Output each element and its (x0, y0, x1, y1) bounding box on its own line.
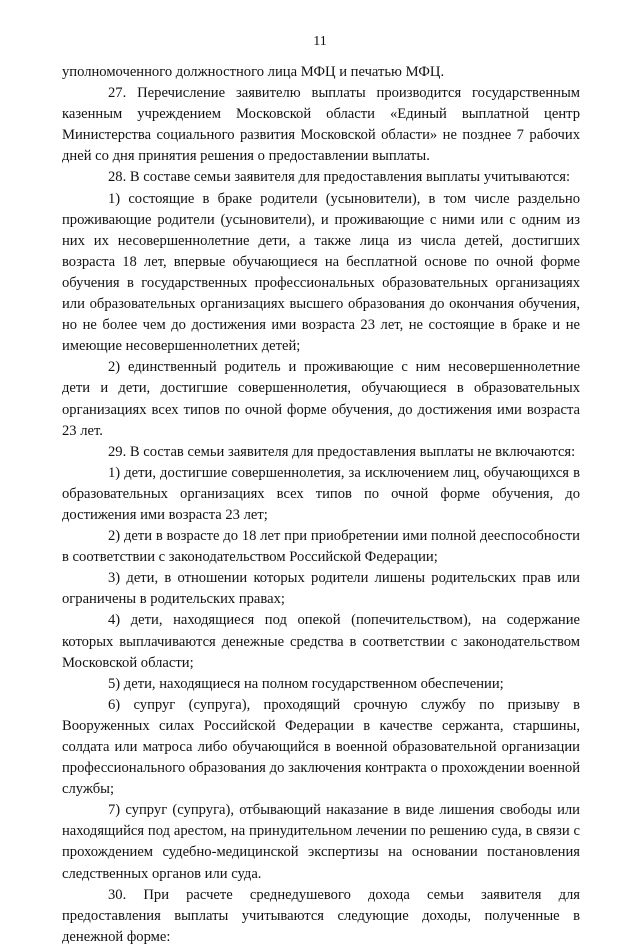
paragraph-28-item-1: 1) состоящие в браке родители (усыновители), в том числе раздельно проживающие родители (усыновители), и проживающие с ними или с одним из них их несовершеннолетние дети, а также лица из числа детей, достигших возраста 18 лет, впервые обучающиеся на бесплатной основе по очной форме обучения в государственных профессиональных образовательных организациях или образовательных организациях высшего образования до окончания обучения, но не более чем до достижения ими возраста 23 лет, не состоящие в браке и не имеющие несовершеннолетних детей; (62, 190, 580, 355)
paragraph-27: 27. Перечисление заявителю выплаты производится государственным казенным учреждением Московской области «Единый выплатной центр Министерства социального развития Московской области» не позднее 7 рабочих дней со дня принятия решения о предоставлении выплаты. (62, 85, 580, 165)
paragraph-28-item-2: 2) единственный родитель и проживающие с ним несовершеннолетние дети и дети, достигшие совершеннолетия, обучающиеся в образовательных организациях всех типов по очной форме обучения, до достижения ими возраста 23 лет. (62, 359, 580, 439)
page-number: 11 (313, 34, 327, 49)
paragraph-28: 28. В составе семьи заявителя для предоставления выплаты учитываются: (108, 169, 571, 186)
paragraph-29-item-7: 7) супруг (супруга), отбывающий наказание в виде лишения свободы или находящийся под арестом, на принудительном лечении по решению суда, в связи с прохождением судебно-медицинской экспертизы на основании постановления следственных органов или суда. (62, 802, 580, 882)
paragraph-29-item-5: 5) дети, находящиеся на полном государственном обеспечении; (108, 675, 504, 692)
paragraph-29-item-3: 3) дети, в отношении которых родители лишены родительских прав или ограничены в родительских правах; (62, 570, 580, 608)
paragraph-29-item-1: 1) дети, достигшие совершеннолетия, за исключением лиц, обучающихся в образовательных организациях всех типов по очной форме обучения, до достижения ими возраста 23 лет; (62, 464, 580, 523)
paragraph-29: 29. В состав семьи заявителя для предоставления выплаты не включаются: (108, 443, 576, 460)
paragraph-29-item-4: 4) дети, находящиеся под опекой (попечительством), на содержание которых выплачиваются денежные средства в соответствии с законодательством Московской области; (62, 612, 580, 671)
paragraph-continuation: уполномоченного должностного лица МФЦ и печатью МФЦ. (62, 64, 445, 80)
paragraph-29-item-2: 2) дети в возрасте до 18 лет при приобретении ими полной дееспособности в соответствии с законодательством Российской Федерации; (62, 528, 580, 566)
paragraph-29-item-6: 6) супруг (супруга), проходящий срочную службу по призыву в Вооруженных силах Российской Федерации в качестве сержанта, старшины, солдата или матроса либо обучающийся в военной образовательной организации профессионального образования до заключения контракта о прохождении военной службы; (62, 696, 580, 798)
paragraph-30: 30. При расчете среднедушевого дохода семьи заявителя для предоставления выплаты учитываются следующие доходы, полученные в денежной форме: (62, 886, 580, 945)
document-body (62, 62, 580, 948)
